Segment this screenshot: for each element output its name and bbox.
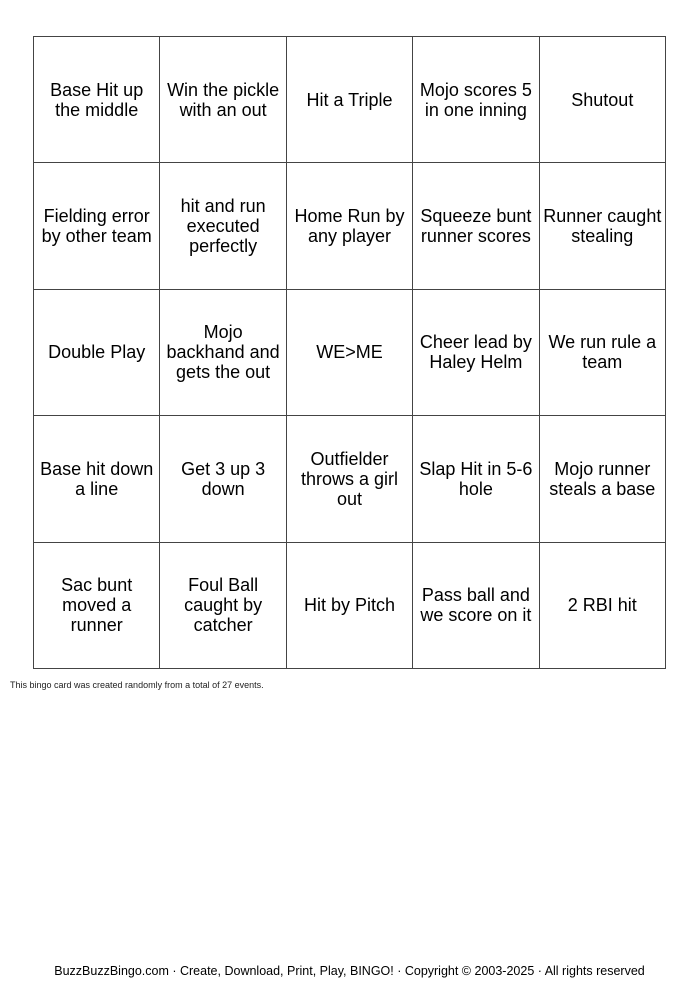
bingo-cell: Pass ball and we score on it [413,543,539,669]
bingo-cell: Slap Hit in 5-6 hole [413,416,539,542]
bingo-cell: Home Run by any player [287,163,413,289]
bingo-cell: Squeeze bunt runner scores [413,163,539,289]
bingo-cell: We run rule a team [540,290,666,416]
bingo-cell: WE>ME [287,290,413,416]
bingo-cell: Runner caught stealing [540,163,666,289]
bingo-cell: Hit by Pitch [287,543,413,669]
bingo-cell: Shutout [540,37,666,163]
bingo-cell: Win the pickle with an out [160,37,286,163]
bingo-cell: Get 3 up 3 down [160,416,286,542]
bingo-cell: Base Hit up the middle [34,37,160,163]
bingo-cell: hit and run executed perfectly [160,163,286,289]
bingo-cell: Mojo backhand and gets the out [160,290,286,416]
bingo-card [33,36,666,669]
generation-note: This bingo card was created randomly from a total of 27 events. [10,680,264,690]
bingo-cell: Fielding error by other team [34,163,160,289]
bingo-cell: Cheer lead by Haley Helm [413,290,539,416]
bingo-cell: Double Play [34,290,160,416]
bingo-cell: Outfielder throws a girl out [287,416,413,542]
footer-text: BuzzBuzzBingo.com · Create, Download, Print, Play, BINGO! · Copyright © 2003-2025 · All rights reserved [54,964,645,978]
bingo-cell: Hit a Triple [287,37,413,163]
bingo-cell: Mojo scores 5 in one inning [413,37,539,163]
bingo-cell: 2 RBI hit [540,543,666,669]
bingo-cell: Foul Ball caught by catcher [160,543,286,669]
bingo-cell: Base hit down a line [34,416,160,542]
bingo-cell: Sac bunt moved a runner [34,543,160,669]
bingo-cell: Mojo runner steals a base [540,416,666,542]
